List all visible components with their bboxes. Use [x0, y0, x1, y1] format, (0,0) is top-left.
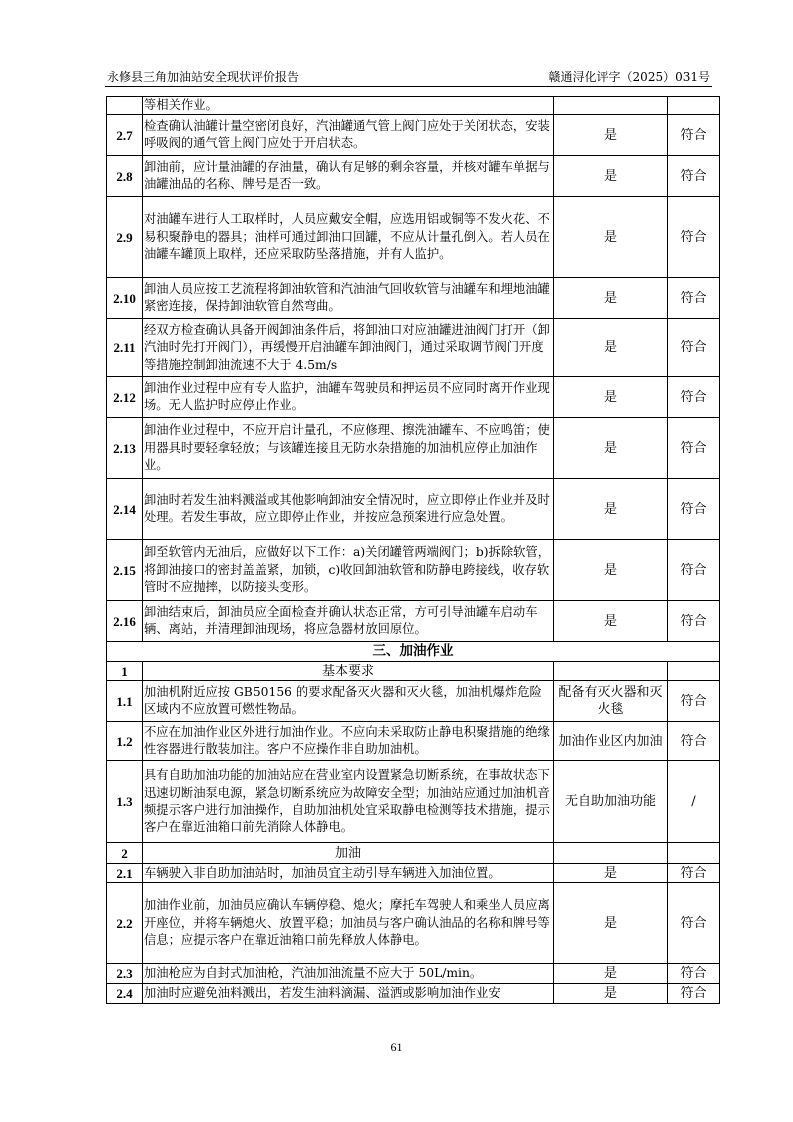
verdict-cell: / — [668, 761, 720, 843]
verdict-cell: 符合 — [668, 319, 720, 377]
result-cell: 是 — [554, 984, 668, 1004]
verdict-cell: 符合 — [668, 883, 720, 964]
table-row — [107, 964, 720, 984]
item-number: 2.8 — [107, 156, 143, 197]
verdict-cell: 符合 — [668, 984, 720, 1004]
item-number: 1 — [107, 662, 143, 681]
requirement-text: 加油机附近应按 GB50156 的要求配备灭火器和灭火毯，加油机爆炸危险区域内不应放置可燃性物品。 — [143, 681, 554, 722]
result-cell — [554, 662, 668, 681]
item-number: 2.1 — [107, 864, 143, 883]
subsection-row — [107, 662, 720, 681]
verdict-cell: 符合 — [668, 115, 720, 156]
item-number: 2.9 — [107, 197, 143, 278]
table-row — [107, 115, 720, 156]
verdict-cell — [668, 662, 720, 681]
item-number: 2.4 — [107, 984, 143, 1004]
verdict-cell: 符合 — [668, 418, 720, 479]
table-row — [107, 197, 720, 278]
verdict-cell: 符合 — [668, 278, 720, 319]
requirement-text: 卸至软管内无油后，应做好以下工作：a)关闭罐管两端阀门；b)拆除软管，将卸油接口的密封盖盖紧，加锁，c)收回卸油软管和防静电跨接线，收存软管时不应抛摔，以防接头变形。 — [143, 540, 554, 601]
item-number: 2.16 — [107, 601, 143, 642]
result-cell: 是 — [554, 278, 668, 319]
table-row — [107, 722, 720, 761]
requirement-text: 加油枪应为自封式加油枪，汽油加油流量不应大于 50L/min。 — [143, 964, 554, 984]
verdict-cell: 符合 — [668, 156, 720, 197]
subsection-title: 基本要求 — [143, 662, 554, 681]
item-number: 1.2 — [107, 722, 143, 761]
requirement-text: 卸油结束后，卸油员应全面检查并确认状态正常，方可引导油罐车启动车辆、离站，并清理卸油现场，将应急器材放回原位。 — [143, 601, 554, 642]
requirement-text: 对油罐车进行人工取样时，人员应戴安全帽，应选用铝或铜等不发火花、不易积聚静电的器具；油样可通过卸油口回罐，不应从计量孔倒入。若人员在油罐车罐顶上取样，还应采取防坠落措施，并有人监护。 — [143, 197, 554, 278]
table-row — [107, 479, 720, 540]
item-number: 2.3 — [107, 964, 143, 984]
requirement-text: 卸油人员应按工艺流程将卸油软管和汽油油气回收软管与油罐车和埋地油罐紧密连接，保持卸油软管自然弯曲。 — [143, 278, 554, 319]
verdict-cell — [668, 843, 720, 864]
verdict-cell — [668, 97, 720, 115]
verdict-cell: 符合 — [668, 722, 720, 761]
page-number: 61 — [390, 1040, 403, 1054]
result-cell: 是 — [554, 115, 668, 156]
report-title-header: 永修县三角加油站安全现状评价报告 — [107, 70, 300, 84]
result-cell: 无自助加油功能 — [554, 761, 668, 843]
section-title: 三、加油作业 — [107, 642, 720, 662]
table-row — [107, 984, 720, 1004]
item-number: 2.13 — [107, 418, 143, 479]
requirement-text: 车辆驶入非自助加油站时，加油员宜主动引导车辆进入加油位置。 — [143, 864, 554, 883]
result-cell: 是 — [554, 156, 668, 197]
item-number — [107, 97, 143, 115]
requirement-text: 具有自助加油功能的加油站应在营业室内设置紧急切断系统，在事故状态下迅速切断油泵电源，紧急切断系统应为故障安全型；加油站应通过加油机音频提示客户进行加油操作，自助加油机处宜采取静电检测等技术措施，提示客户在靠近油箱口前先消除人体静电。 — [143, 761, 554, 843]
safety-checklist-table — [106, 96, 720, 1004]
verdict-cell: 符合 — [668, 964, 720, 984]
item-number: 2.12 — [107, 377, 143, 418]
result-cell: 是 — [554, 377, 668, 418]
subsection-row — [107, 843, 720, 864]
result-cell: 是 — [554, 601, 668, 642]
report-number-header: 赣通浔化评字（2025）031号 — [548, 70, 710, 84]
verdict-cell: 符合 — [668, 197, 720, 278]
item-number: 2.2 — [107, 883, 143, 964]
verdict-cell: 符合 — [668, 864, 720, 883]
result-cell: 加油作业区内加油 — [554, 722, 668, 761]
item-number: 2 — [107, 843, 143, 864]
table-row — [107, 761, 720, 843]
result-cell: 配备有灭火器和灭火毯 — [554, 681, 668, 722]
requirement-text: 卸油时若发生油料溅溢或其他影响卸油安全情况时，应立即停止作业并及时处理。若发生事故，应立即停止作业，并按应急预案进行应急处置。 — [143, 479, 554, 540]
verdict-cell: 符合 — [668, 377, 720, 418]
item-number: 1.3 — [107, 761, 143, 843]
verdict-cell: 符合 — [668, 540, 720, 601]
result-cell: 是 — [554, 964, 668, 984]
result-cell — [554, 843, 668, 864]
item-number: 1.1 — [107, 681, 143, 722]
result-cell: 是 — [554, 883, 668, 964]
subsection-title: 加油 — [143, 843, 554, 864]
table-row — [107, 540, 720, 601]
item-number: 2.14 — [107, 479, 143, 540]
requirement-text: 不应在加油作业区外进行加油作业。不应向未采取防止静电积聚措施的绝缘性容器进行散装加注。客户不应操作非自助加油机。 — [143, 722, 554, 761]
header-divider — [105, 86, 712, 87]
item-number: 2.15 — [107, 540, 143, 601]
verdict-cell: 符合 — [668, 681, 720, 722]
item-number: 2.10 — [107, 278, 143, 319]
result-cell: 是 — [554, 418, 668, 479]
verdict-cell: 符合 — [668, 479, 720, 540]
table-row — [107, 601, 720, 642]
table-row — [107, 377, 720, 418]
result-cell: 是 — [554, 197, 668, 278]
requirement-text: 经双方检查确认具备开阀卸油条件后，将卸油口对应油罐进油阀门打开（卸汽油时先打开阀门），再缓慢开启油罐车卸油阀门，通过采取调节阀门开度等措施控制卸油流速不大于 4.5m/s — [143, 319, 554, 377]
verdict-cell: 符合 — [668, 601, 720, 642]
table-row — [107, 278, 720, 319]
requirement-text: 卸油作业过程中，不应开启计量孔，不应修理、擦洗油罐车、不应鸣笛；使用器具时要轻拿轻放；与该罐连接且无防水杂措施的加油机应停止加油作业。 — [143, 418, 554, 479]
requirement-text: 加油时应避免油料溅出，若发生油料滴漏、溢洒或影响加油作业安 — [143, 984, 554, 1004]
table-row — [107, 418, 720, 479]
table-row — [107, 156, 720, 197]
requirement-text: 检查确认油罐计量空密闭良好，汽油罐通气管上阀门应处于关闭状态，安装呼吸阀的通气管上阀门应处于开启状态。 — [143, 115, 554, 156]
table-row — [107, 883, 720, 964]
result-cell: 是 — [554, 319, 668, 377]
result-cell — [554, 97, 668, 115]
result-cell: 是 — [554, 479, 668, 540]
section-header-row — [107, 642, 720, 662]
requirement-text: 等相关作业。 — [143, 97, 554, 115]
requirement-text: 卸油前，应计量油罐的存油量，确认有足够的剩余容量，并核对罐车单据与油罐油品的名称、牌号是否一致。 — [143, 156, 554, 197]
table-row — [107, 319, 720, 377]
result-cell: 是 — [554, 540, 668, 601]
table-row — [107, 97, 720, 115]
result-cell: 是 — [554, 864, 668, 883]
item-number: 2.7 — [107, 115, 143, 156]
table-row — [107, 864, 720, 883]
requirement-text: 加油作业前，加油员应确认车辆停稳、熄火；摩托车驾驶人和乘坐人员应离开座位，并将车辆熄火、放置平稳；加油员与客户确认油品的名称和牌号等信息；应提示客户在靠近油箱口前先释放人体静电。 — [143, 883, 554, 964]
item-number: 2.11 — [107, 319, 143, 377]
table-row — [107, 681, 720, 722]
requirement-text: 卸油作业过程中应有专人监护，油罐车驾驶员和押运员不应同时离开作业现场。无人监护时应停止作业。 — [143, 377, 554, 418]
